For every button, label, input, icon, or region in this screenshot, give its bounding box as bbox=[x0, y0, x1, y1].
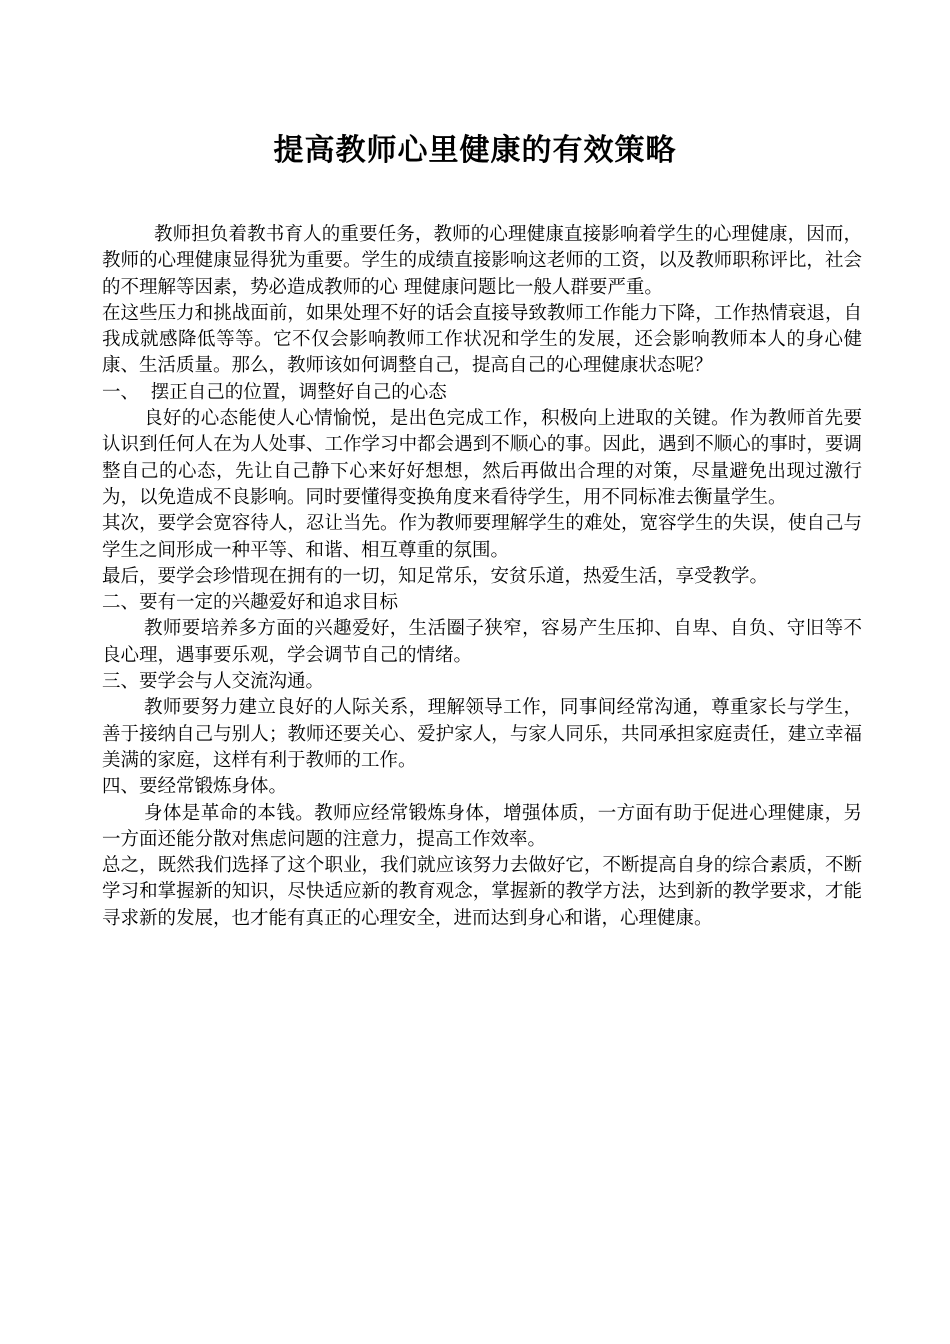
section-heading-4: 四、要经常锻炼身体。 bbox=[102, 776, 288, 798]
paragraph-communication: 教师要努力建立良好的人际关系，理解领导工作，同事间经常沟通，尊重家长与学生，善于接纳自己与别人；教师还要关心、爱护家人，与家人同乐，共同承担家庭责任，建立幸福美满的家庭，这样有利于教师的工作。 bbox=[102, 697, 862, 771]
section-heading-2: 二、要有一定的兴趣爱好和追求目标 bbox=[102, 592, 399, 614]
section-heading-1: 一、 摆正自己的位置，调整好自己的心态 bbox=[102, 381, 447, 403]
paragraph-tolerance: 其次，要学会宽容待人，忍让当先。作为教师要理解学生的难处，宽容学生的失误，使自己与学生之间形成一种平等、和谐、相互尊重的氛围。 bbox=[102, 513, 862, 561]
paragraph-exercise: 身体是革命的本钱。教师应经常锻炼身体，增强体质，一方面有助于促进心理健康，另一方面还能分散对焦虑问题的注意力，提高工作效率。 bbox=[102, 802, 862, 850]
paragraph-intro: 教师担负着教书育人的重要任务，教师的心理健康直接影响着学生的心理健康，因而，教师的心理健康显得犹为重要。学生的成绩直接影响这老师的工资，以及教师职称评比，社会的不理解等因素，势必造成教师的心 理健康问题比一般人群要严重。 bbox=[102, 224, 862, 298]
document-title: 提高教师心里健康的有效策略 bbox=[273, 133, 677, 168]
document-body bbox=[102, 222, 862, 932]
paragraph-conclusion: 总之，既然我们选择了这个职业，我们就应该努力去做好它，不断提高自身的综合素质，不断学习和掌握新的知识，尽快适应新的教育观念，掌握新的教学方法，达到新的教学要求，才能寻求新的发展，也才能有真正的心理安全，进而达到身心和谐，心理健康。 bbox=[102, 855, 862, 929]
paragraph-cherish: 最后，要学会珍惜现在拥有的一切，知足常乐，安贫乐道，热爱生活，享受教学。 bbox=[102, 565, 769, 587]
paragraph-pressure: 在这些压力和挑战面前，如果处理不好的话会直接导致教师工作能力下降，工作热情衰退，自我成就感降低等等。它不仅会影响教师工作状况和学生的发展，还会影响教师本人的身心健康、生活质量。那么，教师该如何调整自己，提高自己的心理健康状态呢？ bbox=[102, 302, 862, 377]
paragraph-interests: 教师要培养多方面的兴趣爱好，生活圈子狭窄，容易产生压抑、自卑、自负、守旧等不良心理，遇事要乐观，学会调节自己的情绪。 bbox=[102, 618, 862, 666]
paragraph-mindset: 良好的心态能使人心情愉悦，是出色完成工作，积极向上进取的关键。作为教师首先要认识到任何人在为人处事、工作学习中都会遇到不顺心的事。因此，遇到不顺心的事时，要调整自己的心态，先让自己静下心来好好想想，然后再做出合理的对策，尽量避免出现过激行为，以免造成不良影响。同时要懂得变换角度来看待学生，用不同标准去衡量学生。 bbox=[102, 408, 862, 508]
section-heading-3: 三、要学会与人交流沟通。 bbox=[102, 671, 325, 693]
